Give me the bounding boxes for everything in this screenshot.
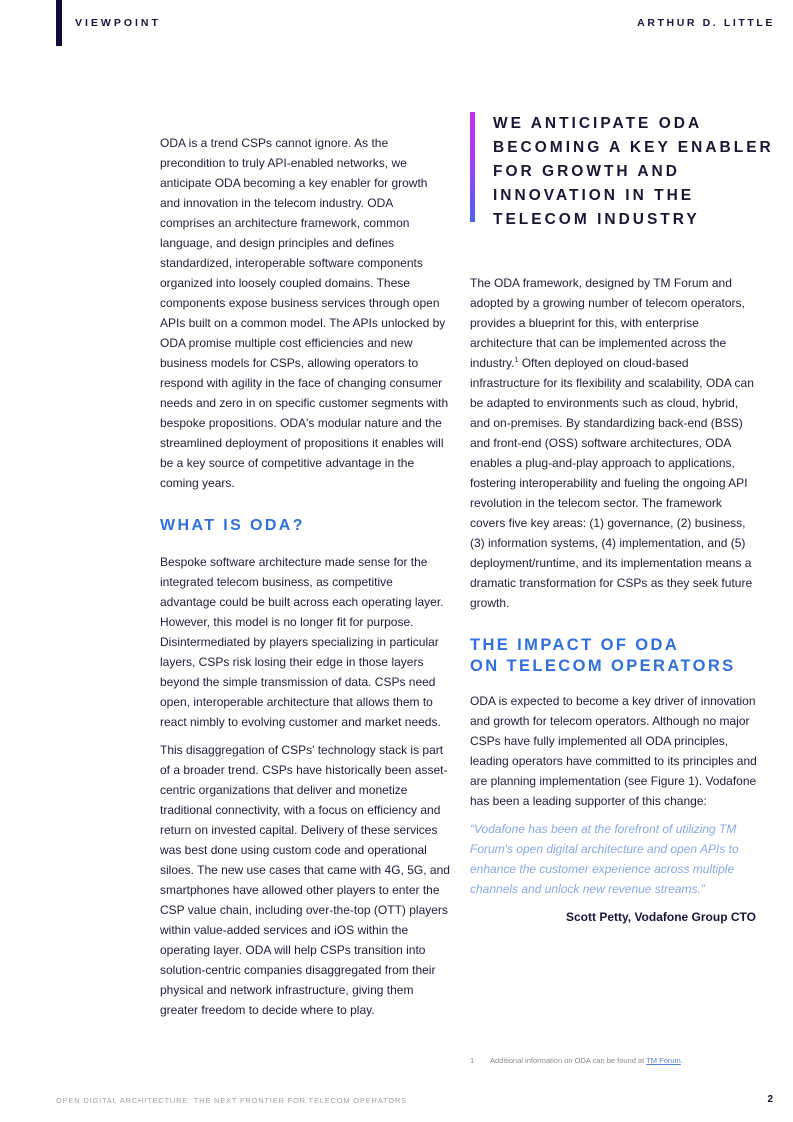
- body-paragraph: This disaggregation of CSPs' technology stack is part of a broader trend. CSPs have historically been asset-centric organizations that deliver and monetize traditional connectivity, with a focus on efficiency and return on invested capital. Delivery of these services was best done using custom code and operational siloes. The new use cases that came with 4G, 5G, and smartphones have allowed other players to enter the CSP value chain, including over-the-top (OTT) players within value-added services and iOS within the operating layer. ODA will help CSPs transition into solution-centric companies disaggregated from their physical and network infrastructure, giving them greater freedom to decide where to play.: [160, 743, 450, 1017]
- quote-attribution: Scott Petty, Vodafone Group CTO: [565, 910, 756, 924]
- framework-paragraph: [470, 273, 760, 613]
- brand-name: ARTHUR D. LITTLE: [637, 17, 775, 29]
- section-label: VIEWPOINT: [75, 17, 161, 29]
- header-accent-bar: [56, 0, 62, 46]
- framework-text-part-2: Often deployed on cloud-based infrastructure for its flexibility and scalability, ODA can be adapted to environments such as cloud, hybrid, and on-premises. By standardizing back-end (BSS) and front-end (OSS) software architectures, ODA enables a plug-and-play approach to applications, fostering interoperability and fueling the ongoing API revolution in the telecom sector. The framework covers five key areas: (1) governance, (2) business, (3) information systems, (4) implementation, and (5) deployment/runtime, and its implementation means a dramatic transformation for CSPs as they seek future growth.: [470, 356, 754, 610]
- intro-paragraph: ODA is a trend CSPs cannot ignore. As the precondition to truly API-enabled networks, we anticipate ODA becoming a key enabler for growth and innovation in the telecom industry. ODA comprises an architecture framework, common language, and design principles and defines standardized, interoperable software components organized into loosely coupled domains. These components expose business services through open APIs built on a common model. The APIs unlocked by ODA promise multiple cost efficiencies and new business models for CSPs, allowing operators to respond with agility in the face of changing consumer needs and zero in on specific customer segments with bespoke propositions. ODA's modular nature and the streamlined deployment of propositions it enables will be a key source of competitive advantage in the coming years.: [160, 136, 449, 490]
- vodafone-quote: “Vodafone has been at the forefront of utilizing TM Forum's open digital architecture and open APIs to enhance the customer experience across multiple channels and unlock new revenue streams.”: [470, 822, 739, 896]
- footnote: [470, 1056, 683, 1065]
- heading-line-1: THE IMPACT OF ODA: [470, 636, 680, 654]
- footnote-trailing: .: [680, 1056, 683, 1065]
- footer-document-title: OPEN DIGITAL ARCHITECTURE: THE NEXT FRONTIER FOR TELECOM OPERATORS: [56, 1096, 407, 1105]
- left-column: [160, 133, 450, 1028]
- section-heading-what-is-oda: WHAT IS ODA?: [160, 517, 305, 534]
- tm-forum-link[interactable]: TM Forum: [646, 1056, 681, 1065]
- framework-text-part-1: The ODA framework, designed by TM Forum and adopted by a growing number of telecom operators, provides a blueprint for this, with enterprise architecture that can be implemented across the industry.: [470, 276, 745, 370]
- pull-quote: [470, 112, 793, 232]
- impact-paragraph: ODA is expected to become a key driver of innovation and growth for telecom operators. Although no major CSPs have fully implemented all ODA principles, leading operators have committed to its principles and are planning implementation (see Figure 1). Vodafone has been a leading supporter of this change:: [470, 694, 757, 808]
- page-number: 2: [767, 1094, 773, 1105]
- pull-quote-text: WE ANTICIPATE ODA BECOMING A KEY ENABLER FOR GROWTH AND INNOVATION IN THE TELECOM INDUSTRY: [493, 115, 774, 228]
- heading-line-2: ON TELECOM OPERATORS: [470, 657, 736, 675]
- section-heading-impact: [470, 635, 760, 677]
- footnote-text: Additional information on ODA can be found at: [490, 1056, 647, 1065]
- footnote-number: 1: [470, 1056, 475, 1065]
- body-paragraph: Bespoke software architecture made sense for the integrated telecom business, as competitive advantage could be built across each operating layer. However, this model is no longer fit for purpose. Disintermediated by players specializing in particular layers, CSPs risk losing their edge in those layers beyond the simple transmission of data. CSPs need open, interoperable architecture that allows them to react nimbly to evolving customer and market needs.: [160, 555, 444, 729]
- pull-quote-gradient-bar: [470, 112, 475, 222]
- footnote-reference[interactable]: 1: [514, 357, 519, 364]
- right-column: [470, 273, 760, 927]
